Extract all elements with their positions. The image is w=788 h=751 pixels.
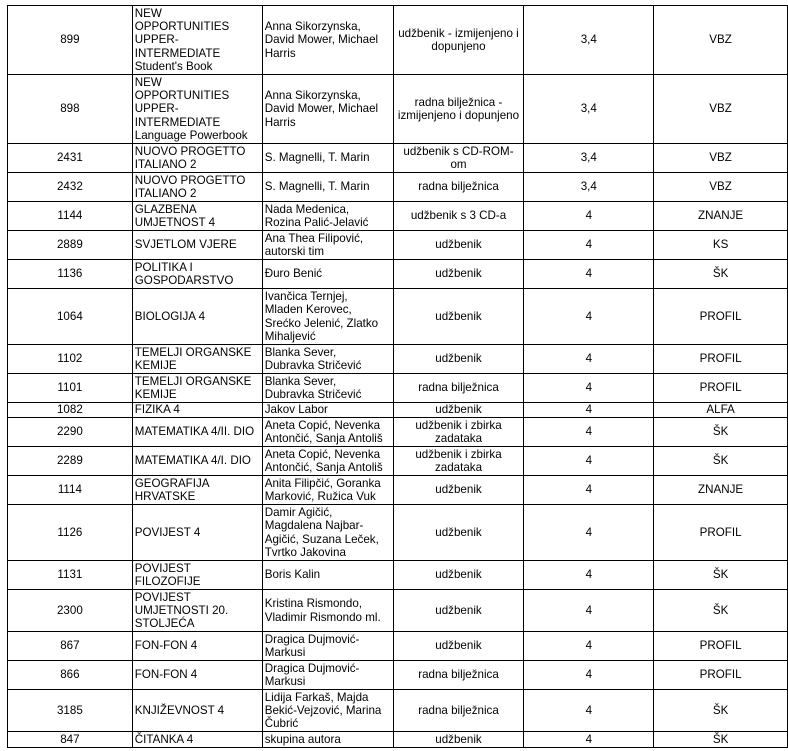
- type-cell-text: udžbenik s 3 CD-a: [410, 209, 507, 223]
- class-cell-text: 3,4: [580, 151, 597, 165]
- publisher-cell: [654, 476, 788, 505]
- type-cell-text: udžbenik i zbirka zadataka: [415, 447, 502, 474]
- type-cell-text: udžbenik: [435, 568, 482, 582]
- type-cell-text: radna bilježnica: [418, 381, 499, 395]
- class-cell: [524, 632, 654, 661]
- code-cell: [8, 447, 133, 476]
- title-cell-text: SVJETLOM VJERE: [134, 238, 237, 252]
- code-cell-text: 1082: [56, 403, 83, 417]
- publisher-cell-text: PROFIL: [699, 668, 742, 682]
- code-cell-text: 1114: [57, 483, 82, 497]
- authors-cell-text: Anna Sikorzynska, David Mower, Michael Harris: [264, 89, 379, 129]
- table-row: [8, 661, 788, 690]
- table-row: [8, 561, 788, 590]
- title-cell: [132, 6, 262, 75]
- table-row: [8, 173, 788, 202]
- title-cell-text: BIOLOGIJA 4: [134, 309, 206, 323]
- class-cell: [524, 260, 654, 289]
- title-cell: [132, 374, 262, 403]
- publisher-cell-text: PROFIL: [699, 309, 742, 323]
- publisher-cell-text: ZNANJE: [698, 209, 744, 223]
- title-cell: [132, 173, 262, 202]
- title-cell: [132, 260, 262, 289]
- publisher-cell: [654, 345, 788, 374]
- code-cell: [8, 75, 133, 144]
- class-cell: [524, 403, 654, 418]
- type-cell-text: udžbenik: [435, 732, 482, 746]
- class-cell-text: 3,4: [580, 180, 597, 194]
- title-cell-text: NUOVO PROGETTO ITALIANO 2: [134, 144, 246, 171]
- authors-cell-text: Anna Sikorzynska, David Mower, Michael Harris: [264, 20, 379, 60]
- code-cell: [8, 231, 133, 260]
- type-cell-text: udžbenik s CD-ROM- om: [403, 144, 514, 171]
- code-cell-text: 867: [60, 639, 80, 653]
- code-cell: [8, 632, 133, 661]
- class-cell-text: 4: [585, 568, 593, 582]
- type-cell-text: udžbenik: [435, 238, 482, 252]
- authors-cell: [262, 289, 393, 345]
- class-cell: [524, 690, 654, 732]
- authors-cell-text: Aneta Copić, Nevenka Antončić, Sanja Antoliš: [264, 447, 383, 474]
- publisher-cell-text: VBZ: [709, 151, 732, 165]
- class-cell: [524, 231, 654, 260]
- type-cell: [393, 505, 524, 561]
- publisher-cell: [654, 374, 788, 403]
- publisher-cell-text: ŠK: [712, 568, 729, 582]
- table-row: [8, 690, 788, 732]
- publisher-cell-text: ŠK: [712, 732, 729, 746]
- publisher-cell: [654, 6, 788, 75]
- publisher-cell: [654, 418, 788, 447]
- title-cell: [132, 202, 262, 231]
- title-cell: [132, 403, 262, 418]
- type-cell-text: udžbenik i zbirka zadataka: [415, 418, 502, 445]
- type-cell: [393, 403, 524, 418]
- publisher-cell: [654, 173, 788, 202]
- publisher-cell-text: VBZ: [709, 33, 732, 47]
- type-cell: [393, 289, 524, 345]
- code-cell-text: 1126: [57, 525, 83, 539]
- authors-cell: [262, 590, 393, 632]
- authors-cell: [262, 374, 393, 403]
- type-cell: [393, 418, 524, 447]
- class-cell-text: 4: [585, 309, 593, 323]
- authors-cell: [262, 202, 393, 231]
- class-cell-text: 4: [585, 403, 593, 417]
- type-cell-text: radna bilježnica: [418, 703, 499, 717]
- title-cell: [132, 690, 262, 732]
- publisher-cell: [654, 632, 788, 661]
- class-cell-text: 4: [585, 352, 593, 366]
- textbook-table-body: [8, 6, 788, 748]
- type-cell-text: udžbenik: [435, 267, 482, 281]
- publisher-cell: [654, 403, 788, 418]
- authors-cell-text: Jakov Labor: [264, 403, 328, 417]
- authors-cell-text: Đuro Benić: [264, 267, 323, 281]
- publisher-cell: [654, 202, 788, 231]
- authors-cell-text: Lidija Farkaš, Majda Bekić-Vejzović, Marina Čubrić: [264, 690, 382, 731]
- code-cell: [8, 561, 133, 590]
- class-cell-text: 3,4: [580, 102, 597, 116]
- class-cell: [524, 476, 654, 505]
- textbook-table: [7, 5, 788, 748]
- code-cell-text: 866: [60, 668, 80, 682]
- code-cell: [8, 690, 133, 732]
- class-cell: [524, 6, 654, 75]
- title-cell: [132, 732, 262, 748]
- code-cell-text: 847: [60, 732, 80, 746]
- authors-cell-text: S. Magnelli, T. Marin: [264, 151, 370, 165]
- table-row: [8, 732, 788, 748]
- code-cell-text: 1131: [57, 568, 83, 582]
- authors-cell: [262, 505, 393, 561]
- authors-cell-text: Ana Thea Filipović, autorski tim: [264, 231, 364, 258]
- title-cell-text: POVIJEST 4: [134, 525, 201, 539]
- publisher-cell-text: ŠK: [712, 703, 729, 717]
- authors-cell-text: Nada Medenica, Rozina Palić-Jelavić: [264, 202, 369, 229]
- publisher-cell: [654, 144, 788, 173]
- publisher-cell: [654, 505, 788, 561]
- class-cell-text: 4: [585, 454, 593, 468]
- type-cell: [393, 173, 524, 202]
- class-cell-text: 4: [585, 703, 593, 717]
- authors-cell: [262, 231, 393, 260]
- title-cell: [132, 590, 262, 632]
- class-cell: [524, 661, 654, 690]
- authors-cell: [262, 661, 393, 690]
- title-cell: [132, 418, 262, 447]
- title-cell-text: FON-FON 4: [134, 668, 198, 682]
- code-cell-text: 2431: [56, 151, 83, 165]
- publisher-cell: [654, 561, 788, 590]
- code-cell-text: 2889: [56, 238, 83, 252]
- code-cell: [8, 289, 133, 345]
- title-cell-text: GLAZBENA UMJETNOST 4: [134, 202, 216, 229]
- class-cell: [524, 505, 654, 561]
- code-cell-text: 899: [60, 33, 80, 47]
- publisher-cell-text: PROFIL: [699, 352, 742, 366]
- type-cell: [393, 374, 524, 403]
- class-cell: [524, 590, 654, 632]
- publisher-cell: [654, 260, 788, 289]
- publisher-cell-text: PROFIL: [699, 639, 742, 653]
- table-row: [8, 75, 788, 144]
- type-cell-text: udžbenik: [435, 309, 482, 323]
- class-cell-text: 4: [585, 639, 593, 653]
- type-cell: [393, 202, 524, 231]
- title-cell: [132, 289, 262, 345]
- title-cell-text: MATEMATIKA 4/II. DIO: [134, 425, 255, 439]
- title-cell-text: POVIJEST FILOZOFIJE: [134, 561, 201, 588]
- publisher-cell-text: ZNANJE: [698, 483, 744, 497]
- type-cell: [393, 732, 524, 748]
- publisher-cell: [654, 661, 788, 690]
- code-cell: [8, 260, 133, 289]
- table-row: [8, 144, 788, 173]
- code-cell: [8, 590, 133, 632]
- class-cell-text: 4: [585, 483, 593, 497]
- type-cell: [393, 476, 524, 505]
- authors-cell: [262, 690, 393, 732]
- type-cell-text: radna bilježnica: [418, 668, 499, 682]
- class-cell: [524, 418, 654, 447]
- code-cell: [8, 403, 133, 418]
- publisher-cell-text: VBZ: [709, 102, 732, 116]
- class-cell-text: 4: [585, 238, 593, 252]
- type-cell: [393, 75, 524, 144]
- publisher-cell-text: ALFA: [706, 403, 735, 417]
- authors-cell: [262, 144, 393, 173]
- type-cell: [393, 6, 524, 75]
- authors-cell: [262, 476, 393, 505]
- code-cell-text: 1136: [57, 267, 83, 281]
- class-cell-text: 4: [585, 267, 593, 281]
- authors-cell-text: Blanka Sever, Dubravka Stričević: [264, 374, 362, 401]
- authors-cell-text: Ivančica Ternjej, Mladen Kerovec, Srećko Jelenić, Zlatko Mihaljević: [264, 290, 379, 343]
- title-cell: [132, 75, 262, 144]
- type-cell: [393, 561, 524, 590]
- authors-cell: [262, 6, 393, 75]
- title-cell-text: POVIJEST UMJETNOSTI 20. STOLJEĆA: [134, 590, 229, 631]
- table-row: [8, 231, 788, 260]
- publisher-cell: [654, 590, 788, 632]
- title-cell-text: ČITANKA 4: [134, 732, 194, 746]
- code-cell: [8, 345, 133, 374]
- table-row: [8, 260, 788, 289]
- authors-cell: [262, 260, 393, 289]
- publisher-cell-text: ŠK: [712, 425, 729, 439]
- table-row: [8, 403, 788, 418]
- table-row: [8, 6, 788, 75]
- code-cell-text: 1064: [56, 309, 83, 323]
- class-cell: [524, 144, 654, 173]
- authors-cell-text: Dragica Dujmović- Markusi: [264, 661, 360, 688]
- class-cell: [524, 345, 654, 374]
- code-cell-text: 1144: [57, 209, 83, 223]
- title-cell: [132, 345, 262, 374]
- title-cell: [132, 661, 262, 690]
- table-row: [8, 289, 788, 345]
- publisher-cell-text: ŠK: [712, 454, 729, 468]
- title-cell: [132, 561, 262, 590]
- code-cell-text: 3185: [56, 703, 83, 717]
- type-cell: [393, 690, 524, 732]
- publisher-cell: [654, 75, 788, 144]
- authors-cell: [262, 345, 393, 374]
- class-cell: [524, 447, 654, 476]
- title-cell: [132, 231, 262, 260]
- class-cell: [524, 75, 654, 144]
- type-cell: [393, 661, 524, 690]
- code-cell: [8, 732, 133, 748]
- authors-cell: [262, 561, 393, 590]
- authors-cell-text: skupina autora: [264, 732, 341, 746]
- class-cell-text: 4: [585, 425, 593, 439]
- type-cell: [393, 231, 524, 260]
- table-row: [8, 345, 788, 374]
- type-cell-text: radna bilježnica: [418, 180, 499, 194]
- publisher-cell-text: ŠK: [712, 267, 729, 281]
- type-cell: [393, 144, 524, 173]
- class-cell-text: 4: [585, 525, 593, 539]
- table-row: [8, 476, 788, 505]
- title-cell-text: TEMELJI ORGANSKE KEMIJE: [134, 345, 252, 372]
- authors-cell-text: Blanka Sever, Dubravka Stričević: [264, 345, 362, 372]
- type-cell-text: udžbenik - izmijenjeno i dopunjeno: [398, 26, 519, 53]
- title-cell-text: NEW OPPORTUNITIES UPPER- INTERMEDIATE Language Powerbook: [134, 75, 248, 142]
- code-cell: [8, 476, 133, 505]
- code-cell: [8, 202, 133, 231]
- table-row: [8, 447, 788, 476]
- authors-cell-text: S. Magnelli, T. Marin: [264, 180, 370, 194]
- class-cell: [524, 289, 654, 345]
- authors-cell-text: Anita Filipčić, Goranka Marković, Ružica Vuk: [264, 476, 381, 503]
- code-cell: [8, 374, 133, 403]
- code-cell: [8, 144, 133, 173]
- type-cell: [393, 345, 524, 374]
- title-cell-text: FON-FON 4: [134, 639, 198, 653]
- table-row: [8, 505, 788, 561]
- title-cell-text: TEMELJI ORGANSKE KEMIJE: [134, 374, 252, 401]
- publisher-cell: [654, 690, 788, 732]
- class-cell: [524, 173, 654, 202]
- type-cell-text: udžbenik: [435, 403, 482, 417]
- type-cell-text: udžbenik: [435, 525, 482, 539]
- title-cell-text: KNJIŽEVNOST 4: [134, 703, 225, 717]
- authors-cell-text: Aneta Copić, Nevenka Antončić, Sanja Antoliš: [264, 418, 383, 445]
- authors-cell: [262, 173, 393, 202]
- title-cell-text: NEW OPPORTUNITIES UPPER- INTERMEDIATE Student's Book: [134, 6, 230, 73]
- authors-cell: [262, 447, 393, 476]
- type-cell-text: udžbenik: [435, 603, 482, 617]
- code-cell-text: 1101: [57, 381, 83, 395]
- table-row: [8, 418, 788, 447]
- type-cell: [393, 447, 524, 476]
- type-cell: [393, 632, 524, 661]
- code-cell-text: 2290: [56, 425, 83, 439]
- publisher-cell: [654, 447, 788, 476]
- code-cell: [8, 418, 133, 447]
- title-cell: [132, 476, 262, 505]
- type-cell-text: udžbenik: [435, 639, 482, 653]
- class-cell: [524, 374, 654, 403]
- title-cell-text: NUOVO PROGETTO ITALIANO 2: [134, 173, 246, 200]
- authors-cell-text: Dragica Dujmović- Markusi: [264, 632, 360, 659]
- publisher-cell: [654, 289, 788, 345]
- code-cell: [8, 661, 133, 690]
- publisher-cell-text: ŠK: [712, 603, 729, 617]
- type-cell-text: udžbenik: [435, 483, 482, 497]
- title-cell: [132, 144, 262, 173]
- publisher-cell: [654, 732, 788, 748]
- authors-cell: [262, 418, 393, 447]
- class-cell: [524, 561, 654, 590]
- publisher-cell-text: KS: [712, 238, 729, 252]
- type-cell: [393, 590, 524, 632]
- class-cell-text: 4: [585, 603, 593, 617]
- class-cell: [524, 202, 654, 231]
- publisher-cell-text: VBZ: [709, 180, 732, 194]
- title-cell-text: MATEMATIKA 4/I. DIO: [134, 454, 251, 468]
- title-cell-text: GEOGRAFIJA HRVATSKE: [134, 476, 210, 503]
- class-cell-text: 3,4: [580, 33, 597, 47]
- code-cell-text: 898: [60, 102, 80, 116]
- title-cell: [132, 505, 262, 561]
- table-row: [8, 590, 788, 632]
- title-cell: [132, 447, 262, 476]
- code-cell-text: 2432: [56, 180, 83, 194]
- title-cell-text: FIZIKA 4: [134, 403, 180, 417]
- publisher-cell-text: PROFIL: [699, 525, 742, 539]
- table-row: [8, 374, 788, 403]
- class-cell-text: 4: [585, 732, 593, 746]
- type-cell-text: udžbenik: [435, 352, 482, 366]
- authors-cell: [262, 75, 393, 144]
- class-cell: [524, 732, 654, 748]
- class-cell-text: 4: [585, 668, 593, 682]
- publisher-cell-text: PROFIL: [699, 381, 742, 395]
- code-cell-text: 2300: [56, 603, 83, 617]
- type-cell: [393, 260, 524, 289]
- authors-cell-text: Damir Agičić, Magdalena Najbar- Agičić, Suzana Leček, Tvrtko Jakovina: [264, 506, 379, 559]
- class-cell-text: 4: [585, 381, 593, 395]
- authors-cell-text: Kristina Rismondo, Vladimir Rismondo ml.: [264, 597, 381, 624]
- table-row: [8, 202, 788, 231]
- title-cell: [132, 632, 262, 661]
- title-cell-text: POLITIKA I GOSPODARSTVO: [134, 260, 234, 287]
- authors-cell: [262, 403, 393, 418]
- authors-cell: [262, 632, 393, 661]
- code-cell: [8, 173, 133, 202]
- class-cell-text: 4: [585, 209, 593, 223]
- code-cell: [8, 6, 133, 75]
- code-cell: [8, 505, 133, 561]
- type-cell-text: radna bilježnica - izmijenjeno i dopunjeno: [397, 95, 520, 122]
- code-cell-text: 1102: [57, 352, 83, 366]
- code-cell-text: 2289: [56, 454, 83, 468]
- table-row: [8, 632, 788, 661]
- authors-cell-text: Boris Kalin: [264, 568, 321, 582]
- publisher-cell: [654, 231, 788, 260]
- authors-cell: [262, 732, 393, 748]
